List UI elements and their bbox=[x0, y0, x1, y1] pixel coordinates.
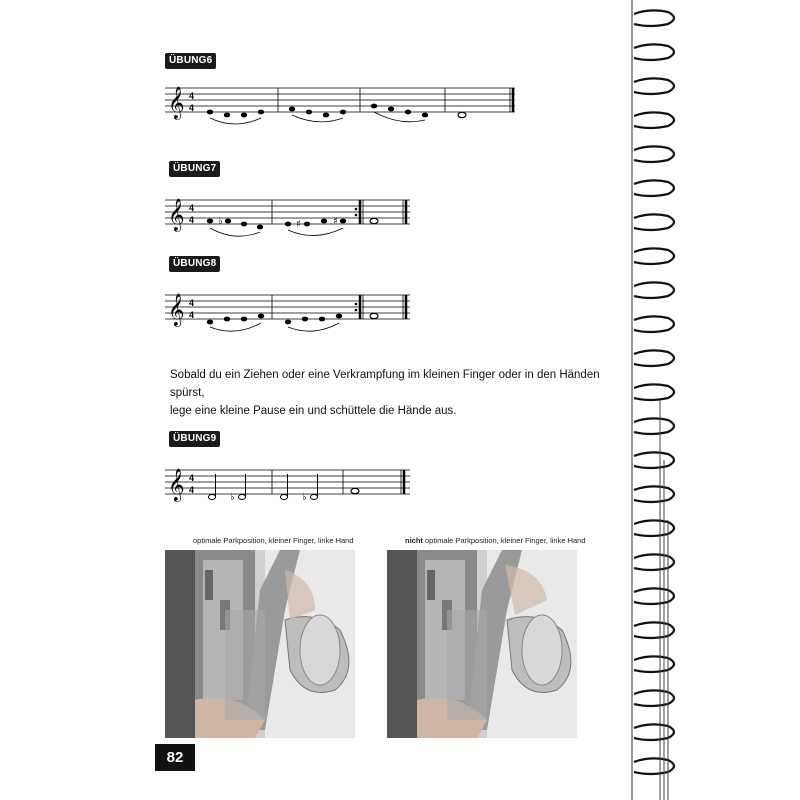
exercise-label-text: ÜBUNG bbox=[173, 258, 211, 269]
staff-exercise-8 bbox=[160, 285, 420, 335]
time-sig-top: 4 bbox=[189, 203, 195, 213]
svg-text:♭: ♭ bbox=[230, 492, 235, 503]
time-sig-top: 4 bbox=[189, 298, 195, 308]
exercise-label-text: ÜBUNG bbox=[169, 55, 207, 66]
time-sig-bottom: 4 bbox=[189, 485, 195, 495]
exercise-label-text: ÜBUNG bbox=[173, 163, 211, 174]
treble-clef-icon: 𝄞 bbox=[168, 293, 185, 326]
exercise-number: 6 bbox=[206, 55, 213, 66]
paragraph-line-1: Sobald du ein Ziehen oder eine Verkrampfung im kleinen Finger oder in den Händen spürst, bbox=[170, 369, 600, 399]
exercise-number: 8 bbox=[210, 258, 217, 269]
time-sig-top: 4 bbox=[189, 473, 195, 483]
saxophone-photo-optimal bbox=[165, 550, 355, 738]
staff-exercise-7 bbox=[160, 190, 420, 240]
time-sig-bottom: 4 bbox=[189, 103, 195, 113]
staff-exercise-9 bbox=[160, 460, 420, 510]
photo-caption-right bbox=[405, 536, 586, 545]
paragraph-line-2: lege eine kleine Pause ein und schüttele die Hände aus. bbox=[170, 405, 457, 417]
time-sig-bottom: 4 bbox=[189, 310, 195, 320]
svg-text:♯: ♯ bbox=[296, 219, 301, 230]
caption-text: optimale Parkposition, kleiner Finger, linke Hand bbox=[422, 536, 586, 545]
svg-text:♭: ♭ bbox=[302, 492, 307, 503]
staff-exercise-6 bbox=[160, 78, 520, 128]
exercise-9-label bbox=[169, 431, 220, 447]
treble-clef-icon: 𝄞 bbox=[168, 198, 185, 231]
svg-text:♯: ♯ bbox=[333, 216, 338, 227]
photo-caption-left: optimale Parkposition, kleiner Finger, linke Hand bbox=[193, 536, 354, 545]
exercise-label-text: ÜBUNG bbox=[173, 433, 211, 444]
page-number: 82 bbox=[155, 744, 195, 771]
exercise-6-label bbox=[165, 53, 216, 69]
time-sig-top: 4 bbox=[189, 91, 195, 101]
exercise-number: 7 bbox=[210, 163, 217, 174]
time-sig-bottom: 4 bbox=[189, 215, 195, 225]
svg-text:♭: ♭ bbox=[218, 216, 223, 227]
caption-emphasis: nicht bbox=[405, 536, 423, 545]
exercise-7-label bbox=[169, 161, 220, 177]
treble-clef-icon: 𝄞 bbox=[168, 86, 185, 119]
exercise-number: 9 bbox=[210, 433, 217, 444]
spiral-binding bbox=[620, 0, 800, 800]
saxophone-photo-not-optimal bbox=[387, 550, 577, 738]
treble-clef-icon: 𝄞 bbox=[168, 468, 185, 501]
exercise-8-label bbox=[169, 256, 220, 272]
instruction-paragraph bbox=[170, 366, 610, 420]
